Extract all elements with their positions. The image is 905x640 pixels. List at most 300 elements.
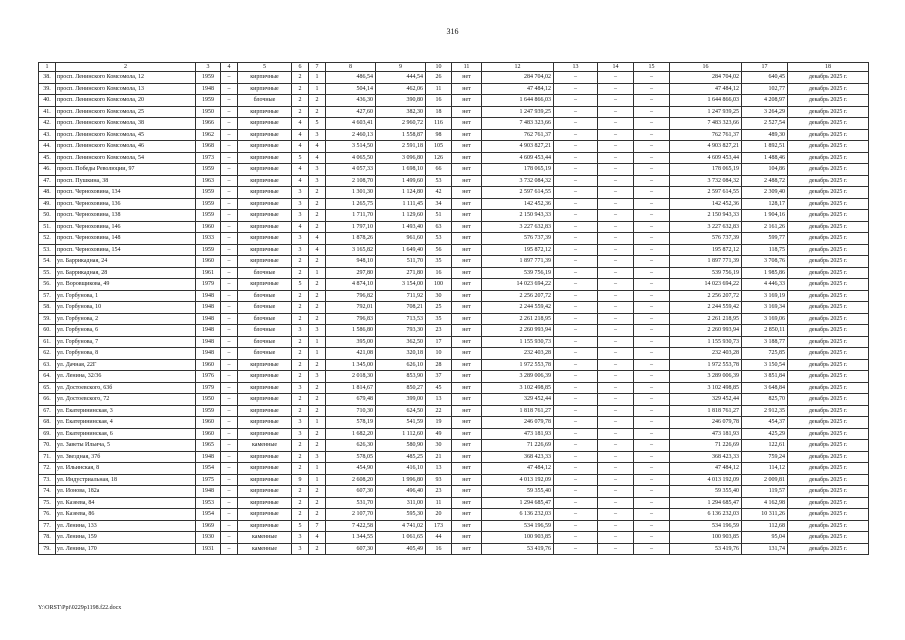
table-row xyxy=(39,302,869,314)
table-cell: кирпичные xyxy=(238,394,292,406)
table-cell: декабрь 2025 г. xyxy=(788,463,869,475)
table-cell: – xyxy=(221,394,238,406)
table-cell: 6 136 232,03 xyxy=(482,509,554,521)
table-cell: – xyxy=(634,463,670,475)
table-cell: 4 903 827,21 xyxy=(482,141,554,153)
table-cell: 67. xyxy=(39,405,56,417)
table-row xyxy=(39,175,869,187)
table-cell: 792,01 xyxy=(326,302,376,314)
table-cell: 2 xyxy=(309,313,326,325)
table-cell: 3 102 498,85 xyxy=(670,382,742,394)
page-number: 316 xyxy=(446,27,459,36)
table-cell: 4 xyxy=(309,141,326,153)
table-cell: – xyxy=(634,164,670,176)
table-cell: 2 xyxy=(309,106,326,118)
table-cell: нет xyxy=(452,451,482,463)
table-cell: – xyxy=(554,267,598,279)
table-cell: ул. Екатерининская, 4 xyxy=(56,417,196,429)
table-cell: 3 150,54 xyxy=(742,359,788,371)
table-cell: – xyxy=(221,463,238,475)
table-cell: 1 711,70 xyxy=(326,210,376,222)
table-cell: – xyxy=(554,532,598,544)
table-cell: 473 181,93 xyxy=(482,428,554,440)
table-cell: 2 xyxy=(292,440,309,452)
table-cell: – xyxy=(554,543,598,555)
table-cell: – xyxy=(598,371,634,383)
table-cell: – xyxy=(634,302,670,314)
table-cell: 710,30 xyxy=(326,405,376,417)
table-cell: 52. xyxy=(39,233,56,245)
table-cell: 1959 xyxy=(196,72,221,84)
table-cell: 98 xyxy=(426,129,452,141)
table-cell: декабрь 2025 г. xyxy=(788,348,869,360)
table-cell: нет xyxy=(452,543,482,555)
table-cell: 1 xyxy=(309,336,326,348)
table-cell: 1 897 771,39 xyxy=(670,256,742,268)
table-cell: 66 xyxy=(426,164,452,176)
table-cell: 195 872,12 xyxy=(482,244,554,256)
table-cell: 100 903,85 xyxy=(482,532,554,544)
table-cell: 2 244 559,42 xyxy=(482,302,554,314)
table-cell: – xyxy=(598,417,634,429)
table-cell: декабрь 2025 г. xyxy=(788,405,869,417)
table-cell: 246 079,78 xyxy=(670,417,742,429)
table-cell: 76. xyxy=(39,509,56,521)
table-cell: нет xyxy=(452,394,482,406)
table-cell: 4 xyxy=(292,164,309,176)
table-cell: декабрь 2025 г. xyxy=(788,95,869,107)
table-row xyxy=(39,543,869,555)
table-cell: 112,68 xyxy=(742,520,788,532)
table-cell: 50. xyxy=(39,210,56,222)
table-cell: – xyxy=(598,497,634,509)
table-cell: 1948 xyxy=(196,451,221,463)
table-cell: 1 112,60 xyxy=(376,428,426,440)
table-cell: – xyxy=(221,187,238,199)
table-cell: 35 xyxy=(426,256,452,268)
table-cell: нет xyxy=(452,290,482,302)
table-cell: 3 xyxy=(292,428,309,440)
table-cell: 74. xyxy=(39,486,56,498)
table-cell: декабрь 2025 г. xyxy=(788,233,869,245)
table-cell: 1948 xyxy=(196,83,221,95)
table-cell: 3 154,00 xyxy=(376,279,426,291)
table-cell: 1976 xyxy=(196,371,221,383)
table-row xyxy=(39,129,869,141)
table-cell: – xyxy=(598,463,634,475)
table-cell: 1 247 939,25 xyxy=(482,106,554,118)
table-cell: декабрь 2025 г. xyxy=(788,520,869,532)
table-row xyxy=(39,394,869,406)
table-cell: 1 644 866,03 xyxy=(670,95,742,107)
table-cell: 1 897 771,39 xyxy=(482,256,554,268)
table-cell: – xyxy=(221,359,238,371)
table-cell: кирпичные xyxy=(238,463,292,475)
table-cell: просп. Черноховина, 138 xyxy=(56,210,196,222)
table-cell: блочные xyxy=(238,302,292,314)
table-cell: 2 xyxy=(292,256,309,268)
table-cell: ул. Достоевского, 72 xyxy=(56,394,196,406)
table-cell: 1 818 761,27 xyxy=(482,405,554,417)
table-cell: 4 741,02 xyxy=(376,520,426,532)
table-cell: – xyxy=(634,313,670,325)
table-cell: просп. Черноховина, 148 xyxy=(56,233,196,245)
table-cell: 2 xyxy=(309,543,326,555)
table-cell: кирпичные xyxy=(238,428,292,440)
table-cell: нет xyxy=(452,463,482,475)
table-cell: 2 960,72 xyxy=(376,118,426,130)
table-cell: 444,54 xyxy=(376,72,426,84)
table-cell: 1968 xyxy=(196,141,221,153)
table-cell: 3 xyxy=(292,233,309,245)
table-cell: 70. xyxy=(39,440,56,452)
table-cell: – xyxy=(634,405,670,417)
table-cell: 49. xyxy=(39,198,56,210)
table-cell: 77. xyxy=(39,520,56,532)
table-cell: 1950 xyxy=(196,394,221,406)
table-row xyxy=(39,164,869,176)
table-cell: декабрь 2025 г. xyxy=(788,164,869,176)
table-cell: кирпичные xyxy=(238,106,292,118)
table-cell: – xyxy=(634,509,670,521)
table-cell: 105 xyxy=(426,141,452,153)
table-cell: 178 065,19 xyxy=(670,164,742,176)
table-cell: 382,30 xyxy=(376,106,426,118)
table-cell: 118,75 xyxy=(742,244,788,256)
table-cell: 3 096,80 xyxy=(376,152,426,164)
table-cell: кирпичные xyxy=(238,405,292,417)
table-cell: 2 260 993,94 xyxy=(482,325,554,337)
table-cell: нет xyxy=(452,325,482,337)
table-cell: 2 107,70 xyxy=(326,509,376,521)
table-cell: 7 483 323,66 xyxy=(670,118,742,130)
table-cell: 59 355,40 xyxy=(482,486,554,498)
table-cell: 2 xyxy=(309,256,326,268)
document-path-footer: Y:\ORST\Ppi\0229p1198.f22.docx xyxy=(38,605,122,611)
table-cell: – xyxy=(598,428,634,440)
table-cell: – xyxy=(598,210,634,222)
table-cell: кирпичные xyxy=(238,451,292,463)
table-cell: декабрь 2025 г. xyxy=(788,152,869,164)
table-cell: ул. Заветы Ильича, 5 xyxy=(56,440,196,452)
table-cell: 42. xyxy=(39,118,56,130)
table-row xyxy=(39,233,869,245)
table-cell: декабрь 2025 г. xyxy=(788,279,869,291)
table-cell: 679,48 xyxy=(326,394,376,406)
table-cell: 3 514,50 xyxy=(326,141,376,153)
table-cell: 2 108,70 xyxy=(326,175,376,187)
table-cell: 3 169,06 xyxy=(742,313,788,325)
table-cell: 759,24 xyxy=(742,451,788,463)
table-cell: нет xyxy=(452,152,482,164)
table-cell: 405,49 xyxy=(376,543,426,555)
table-cell: 13 xyxy=(426,463,452,475)
table-cell: 3 732 084,32 xyxy=(670,175,742,187)
table-cell: – xyxy=(598,451,634,463)
table-cell: – xyxy=(634,417,670,429)
table-cell: 126 xyxy=(426,152,452,164)
table-cell: 16 xyxy=(426,543,452,555)
table-cell: 3 xyxy=(309,129,326,141)
table-cell: 496,40 xyxy=(376,486,426,498)
table-cell: 20 xyxy=(426,509,452,521)
table-cell: 1 649,40 xyxy=(376,244,426,256)
table-cell: – xyxy=(598,233,634,245)
table-cell: 2 488,72 xyxy=(742,175,788,187)
table-cell: 2 150 943,33 xyxy=(482,210,554,222)
table-cell: 54. xyxy=(39,256,56,268)
table-cell: 56 xyxy=(426,244,452,256)
table-cell: 2 597 614,55 xyxy=(482,187,554,199)
table-cell: – xyxy=(554,348,598,360)
table-cell: 114,12 xyxy=(742,463,788,475)
table-cell: 1948 xyxy=(196,336,221,348)
column-number-header: 10 xyxy=(426,63,452,72)
table-cell: – xyxy=(634,290,670,302)
table-cell: 3 169,34 xyxy=(742,302,788,314)
table-cell: 47. xyxy=(39,175,56,187)
table-cell: 711,92 xyxy=(376,290,426,302)
table-cell: 2 850,11 xyxy=(742,325,788,337)
table-row xyxy=(39,221,869,233)
table-cell: 2 608,20 xyxy=(326,474,376,486)
table-cell: – xyxy=(598,83,634,95)
table-cell: декабрь 2025 г. xyxy=(788,256,869,268)
table-cell: 3 289 006,39 xyxy=(482,371,554,383)
table-cell: 2 xyxy=(309,279,326,291)
table-cell: 246 079,78 xyxy=(482,417,554,429)
table-cell: 19 xyxy=(426,417,452,429)
table-cell: 2 xyxy=(292,509,309,521)
table-row xyxy=(39,440,869,452)
table-cell: просп. Ленинского Комсомола, 45 xyxy=(56,129,196,141)
table-cell: декабрь 2025 г. xyxy=(788,532,869,544)
table-cell: просп. Ленинского Комсомола, 46 xyxy=(56,141,196,153)
table-cell: 232 403,28 xyxy=(482,348,554,360)
table-cell: 399,00 xyxy=(376,394,426,406)
table-cell: 100 903,85 xyxy=(670,532,742,544)
table-cell: 53 419,76 xyxy=(482,543,554,555)
table-cell: ул. Индустриальная, 18 xyxy=(56,474,196,486)
table-cell: просп. Черноховина, 134 xyxy=(56,187,196,199)
table-cell: – xyxy=(554,486,598,498)
table-cell: кирпичные xyxy=(238,152,292,164)
table-cell: просп. Ленинского Комсомола, 20 xyxy=(56,95,196,107)
table-cell: декабрь 2025 г. xyxy=(788,175,869,187)
table-cell: кирпичные xyxy=(238,486,292,498)
housing-repair-table-wrapper xyxy=(38,62,868,555)
table-cell: – xyxy=(221,233,238,245)
table-cell: нет xyxy=(452,532,482,544)
table-cell: 2 xyxy=(309,302,326,314)
table-cell: 47 484,12 xyxy=(670,463,742,475)
table-cell: 100 xyxy=(426,279,452,291)
table-cell: кирпичные xyxy=(238,187,292,199)
table-cell: 23 xyxy=(426,486,452,498)
table-cell: нет xyxy=(452,486,482,498)
table-cell: нет xyxy=(452,417,482,429)
table-cell: 1 xyxy=(309,267,326,279)
table-cell: 102,77 xyxy=(742,83,788,95)
table-cell: – xyxy=(221,198,238,210)
table-cell: 75. xyxy=(39,497,56,509)
table-cell: – xyxy=(554,417,598,429)
table-cell: 93 xyxy=(426,474,452,486)
table-cell: 49 xyxy=(426,428,452,440)
table-cell: просп. Ленинского Комсомола, 25 xyxy=(56,106,196,118)
table-cell: – xyxy=(554,210,598,222)
table-cell: 4 xyxy=(309,532,326,544)
table-cell: 311,00 xyxy=(376,497,426,509)
table-cell: декабрь 2025 г. xyxy=(788,336,869,348)
table-cell: – xyxy=(554,106,598,118)
table-cell: – xyxy=(634,486,670,498)
table-cell: нет xyxy=(452,118,482,130)
table-cell: – xyxy=(221,474,238,486)
table-cell: 51. xyxy=(39,221,56,233)
table-cell: – xyxy=(554,336,598,348)
table-cell: 21 xyxy=(426,451,452,463)
table-cell: – xyxy=(554,428,598,440)
table-cell: – xyxy=(221,532,238,544)
table-cell: 43. xyxy=(39,129,56,141)
table-cell: нет xyxy=(452,382,482,394)
housing-repair-table xyxy=(38,62,869,555)
table-cell: 3 648,84 xyxy=(742,382,788,394)
table-cell: 4 xyxy=(292,141,309,153)
table-cell: 14 023 694,22 xyxy=(482,279,554,291)
table-cell: 10 311,26 xyxy=(742,509,788,521)
table-cell: 1 586,80 xyxy=(326,325,376,337)
table-cell: 1 xyxy=(309,72,326,84)
table-cell: 4 603,41 xyxy=(326,118,376,130)
table-cell: 2 xyxy=(309,428,326,440)
table-cell: 796,82 xyxy=(326,290,376,302)
table-cell: ул. Екатерининская, 3 xyxy=(56,405,196,417)
table-cell: 2 260 993,94 xyxy=(670,325,742,337)
table-cell: 2 xyxy=(292,451,309,463)
table-cell: – xyxy=(634,198,670,210)
table-cell: просп. Победы Революции, 97 xyxy=(56,164,196,176)
table-cell: 3 xyxy=(292,532,309,544)
table-cell: 1 155 930,73 xyxy=(670,336,742,348)
table-cell: 511,70 xyxy=(376,256,426,268)
table-cell: кирпичные xyxy=(238,279,292,291)
table-cell: 368 423,33 xyxy=(482,451,554,463)
table-cell: – xyxy=(598,509,634,521)
table-cell: 708,21 xyxy=(376,302,426,314)
table-cell: 1 499,60 xyxy=(376,175,426,187)
table-cell: 3 xyxy=(292,187,309,199)
table-cell: 1960 xyxy=(196,359,221,371)
table-cell: 1 818 761,27 xyxy=(670,405,742,417)
table-cell: 9 xyxy=(292,474,309,486)
table-cell: – xyxy=(221,210,238,222)
table-cell: – xyxy=(554,164,598,176)
table-cell: ул. Екатерининская, 6 xyxy=(56,428,196,440)
table-cell: 65. xyxy=(39,382,56,394)
table-cell: – xyxy=(554,198,598,210)
table-row xyxy=(39,451,869,463)
table-cell: – xyxy=(554,371,598,383)
table-cell: 1969 xyxy=(196,520,221,532)
table-row xyxy=(39,532,869,544)
table-cell: 2 xyxy=(292,463,309,475)
table-cell: – xyxy=(554,256,598,268)
table-cell: 1 155 930,73 xyxy=(482,336,554,348)
table-cell: 395,00 xyxy=(326,336,376,348)
table-cell: 35 xyxy=(426,313,452,325)
table-cell: ул. Дачная, 22Г xyxy=(56,359,196,371)
table-cell: 2 xyxy=(309,440,326,452)
table-cell: 11 xyxy=(426,83,452,95)
table-cell: – xyxy=(221,141,238,153)
table-cell: 48. xyxy=(39,187,56,199)
table-cell: декабрь 2025 г. xyxy=(788,543,869,555)
table-cell: декабрь 2025 г. xyxy=(788,428,869,440)
table-cell: – xyxy=(598,72,634,84)
table-cell: 40. xyxy=(39,95,56,107)
table-cell: 62. xyxy=(39,348,56,360)
table-cell: 436,30 xyxy=(326,95,376,107)
table-cell: – xyxy=(554,175,598,187)
table-cell: 1959 xyxy=(196,164,221,176)
table-cell: 1 124,80 xyxy=(376,187,426,199)
table-cell: 142 452,36 xyxy=(670,198,742,210)
table-cell: – xyxy=(634,532,670,544)
table-cell: 51 xyxy=(426,210,452,222)
table-cell: кирпичные xyxy=(238,141,292,153)
table-cell: 1 972 553,78 xyxy=(670,359,742,371)
table-cell: – xyxy=(554,221,598,233)
table-cell: 1931 xyxy=(196,543,221,555)
table-cell: 1948 xyxy=(196,302,221,314)
table-cell: нет xyxy=(452,279,482,291)
table-cell: декабрь 2025 г. xyxy=(788,359,869,371)
table-cell: – xyxy=(221,543,238,555)
table-cell: – xyxy=(554,152,598,164)
table-cell: нет xyxy=(452,198,482,210)
table-cell: декабрь 2025 г. xyxy=(788,451,869,463)
table-cell: декабрь 2025 г. xyxy=(788,129,869,141)
table-cell: ул. Казеева, 84 xyxy=(56,497,196,509)
table-cell: 3 708,76 xyxy=(742,256,788,268)
table-cell: нет xyxy=(452,405,482,417)
table-cell: ул. Ленина, 159 xyxy=(56,532,196,544)
table-cell: кирпичные xyxy=(238,244,292,256)
table-row xyxy=(39,95,869,107)
table-cell: 427,60 xyxy=(326,106,376,118)
table-cell: 7 422,58 xyxy=(326,520,376,532)
table-cell: ул. Горбунова, 10 xyxy=(56,302,196,314)
table-cell: 626,30 xyxy=(326,440,376,452)
table-cell: нет xyxy=(452,520,482,532)
table-cell: 534 196,59 xyxy=(482,520,554,532)
table-cell: 1 797,10 xyxy=(326,221,376,233)
table-cell: – xyxy=(598,141,634,153)
table-cell: 28 xyxy=(426,359,452,371)
table-cell: 1 972 553,78 xyxy=(482,359,554,371)
table-cell: ул. Горбунова, 7 xyxy=(56,336,196,348)
table-cell: 3 289 006,39 xyxy=(670,371,742,383)
table-cell: ул. Ионова, 182а xyxy=(56,486,196,498)
table-cell: нет xyxy=(452,313,482,325)
table-cell: ул. Горбунова, 1 xyxy=(56,290,196,302)
table-cell: – xyxy=(634,474,670,486)
table-cell: – xyxy=(221,325,238,337)
table-cell: 534 196,59 xyxy=(670,520,742,532)
table-cell: 2 xyxy=(309,486,326,498)
